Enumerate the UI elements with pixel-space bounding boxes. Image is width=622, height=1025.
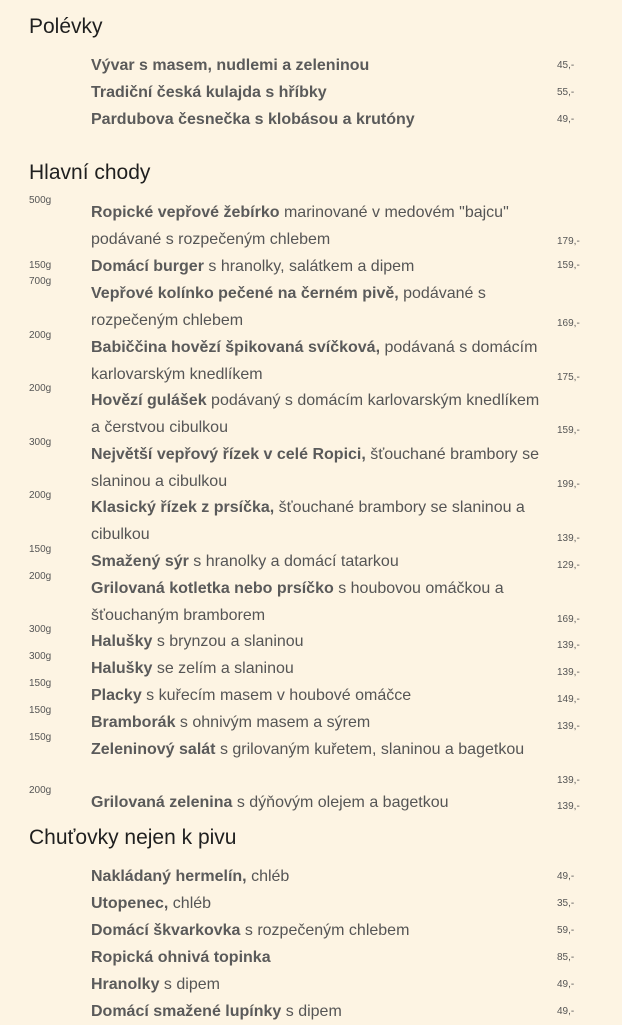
item-weight: 150g: [29, 260, 52, 271]
item-price: 49,-: [557, 979, 575, 990]
section-title-hlavni-chody: Hlavní chody: [29, 161, 151, 184]
item-price: 159,-: [557, 425, 580, 436]
item-extra: podávaný s domácím karlovarským knedlíkem a čerstvou cibulkou: [91, 392, 540, 436]
item-price: 149,-: [557, 694, 580, 705]
item-description: [91, 106, 551, 133]
item-name: Zeleninový salát: [91, 741, 216, 758]
item-weight: 200g: [29, 490, 52, 501]
item-description: [91, 441, 551, 495]
item-name: Babiččina hovězí špikovaná svíčková,: [91, 339, 381, 356]
item-extra: s kuřecím masem v houbové omáčce: [141, 687, 412, 704]
item-extra: s dipem: [281, 1003, 342, 1020]
item-description: [91, 334, 551, 388]
item-name: Tradiční česká kulajda s hříbky: [91, 84, 327, 101]
item-weight: 300g: [29, 651, 52, 662]
item-name: Hranolky: [91, 976, 160, 993]
item-name: Ropická ohnivá topinka: [91, 949, 271, 966]
item-price: 85,-: [557, 952, 575, 963]
item-extra: s dýňovým olejem a bagetkou: [232, 794, 449, 811]
item-description: [91, 971, 551, 998]
item-name: Grilovaná kotletka nebo prsíčko: [91, 580, 334, 597]
item-description: [91, 199, 551, 253]
item-description: [91, 548, 551, 575]
item-name: Vývar s masem, nudlemi a zeleninou: [91, 57, 370, 74]
item-weight: 200g: [29, 571, 52, 582]
item-extra: podávaná s domácím karlovarským knedlíkem: [91, 339, 538, 383]
item-description: [91, 575, 551, 629]
item-price: 45,-: [557, 60, 575, 71]
item-name: Utopenec,: [91, 895, 169, 912]
item-name: Placky: [91, 687, 142, 704]
item-description: [91, 52, 551, 79]
item-description: [91, 79, 551, 106]
item-name: Pardubova česnečka s klobásou a krutóny: [91, 111, 415, 128]
item-weight: 200g: [29, 383, 52, 394]
item-name: Grilovaná zelenina: [91, 794, 233, 811]
item-price: 59,-: [557, 925, 575, 936]
item-name: Domácí burger: [91, 258, 204, 275]
item-description: [91, 736, 551, 763]
item-description: [91, 789, 551, 816]
item-price: 175,-: [557, 372, 580, 383]
item-extra: marinované v medovém "bajcu" podávané s rozpečeným chlebem: [91, 204, 509, 248]
item-extra: s brynzou a slaninou: [152, 633, 304, 650]
item-weight: 200g: [29, 330, 52, 341]
item-extra: podávané s rozpečeným chlebem: [91, 285, 486, 329]
item-price: 139,-: [557, 801, 580, 812]
item-extra: šťouchané brambory se slaninou a cibulkou: [91, 446, 540, 490]
item-price: 139,-: [557, 775, 580, 786]
item-description: [91, 280, 551, 334]
item-price: 139,-: [557, 721, 580, 732]
item-name: Bramborák: [91, 714, 176, 731]
item-description: [91, 917, 551, 944]
item-name: Domácí smažené lupínky: [91, 1003, 282, 1020]
item-name: Klasický řízek z prsíčka,: [91, 499, 275, 516]
item-extra: s rozpečeným chlebem: [240, 922, 410, 939]
item-description: [91, 655, 551, 682]
item-name: Nakládaný hermelín,: [91, 868, 247, 885]
item-extra: chléb: [246, 868, 290, 885]
item-name: Vepřové kolínko pečené na černém pivě,: [91, 285, 399, 302]
item-price: 55,-: [557, 87, 575, 98]
item-extra: s grilovaným kuřetem, slaninou a bagetkou: [215, 741, 525, 758]
item-description: [91, 944, 551, 971]
item-name: Domácí škvarkovka: [91, 922, 241, 939]
item-price: 199,-: [557, 479, 580, 490]
item-description: [91, 628, 551, 655]
item-extra: s hranolky, salátkem a dipem: [203, 258, 415, 275]
item-name: Hovězí gulášek: [91, 392, 207, 409]
item-weight: 150g: [29, 705, 52, 716]
item-extra: s houbovou omáčkou a šťouchaným bramborem: [91, 580, 504, 624]
item-description: [91, 682, 551, 709]
item-weight: 700g: [29, 276, 52, 287]
item-price: 139,-: [557, 640, 580, 651]
item-extra: s dipem: [159, 976, 220, 993]
item-extra: s hranolky a domácí tatarkou: [188, 553, 399, 570]
item-weight: 500g: [29, 195, 52, 206]
item-name: Halušky: [91, 660, 153, 677]
item-price: 139,-: [557, 533, 580, 544]
item-extra: s ohnivým masem a sýrem: [175, 714, 371, 731]
item-name: Ropické vepřové žebírko: [91, 204, 280, 221]
item-price: 179,-: [557, 236, 580, 247]
item-weight: 300g: [29, 437, 52, 448]
item-extra: se zelím a slaninou: [152, 660, 294, 677]
item-description: [91, 863, 551, 890]
item-description: [91, 253, 551, 280]
section-title-polevky: Polévky: [29, 15, 103, 38]
item-name: Smažený sýr: [91, 553, 189, 570]
item-price: 49,-: [557, 871, 575, 882]
item-description: [91, 998, 551, 1025]
item-weight: 150g: [29, 732, 52, 743]
item-extra: šťouchané brambory se slaninou a cibulkou: [91, 499, 525, 543]
item-price: 169,-: [557, 614, 580, 625]
item-price: 159,-: [557, 260, 580, 271]
section-title-chutovky: Chuťovky nejen k pivu: [29, 826, 237, 849]
item-description: [91, 494, 551, 548]
item-description: [91, 709, 551, 736]
item-price: 49,-: [557, 1006, 575, 1017]
item-price: 49,-: [557, 114, 575, 125]
item-price: 129,-: [557, 560, 580, 571]
item-weight: 200g: [29, 785, 52, 796]
item-weight: 150g: [29, 678, 52, 689]
item-extra: chléb: [168, 895, 212, 912]
item-price: 139,-: [557, 667, 580, 678]
item-description: [91, 387, 551, 441]
item-description: [91, 890, 551, 917]
item-weight: 150g: [29, 544, 52, 555]
item-price: 169,-: [557, 318, 580, 329]
item-weight: 300g: [29, 624, 52, 635]
item-name: Největší vepřový řízek v celé Ropici,: [91, 446, 366, 463]
item-price: 35,-: [557, 898, 575, 909]
item-name: Halušky: [91, 633, 153, 650]
